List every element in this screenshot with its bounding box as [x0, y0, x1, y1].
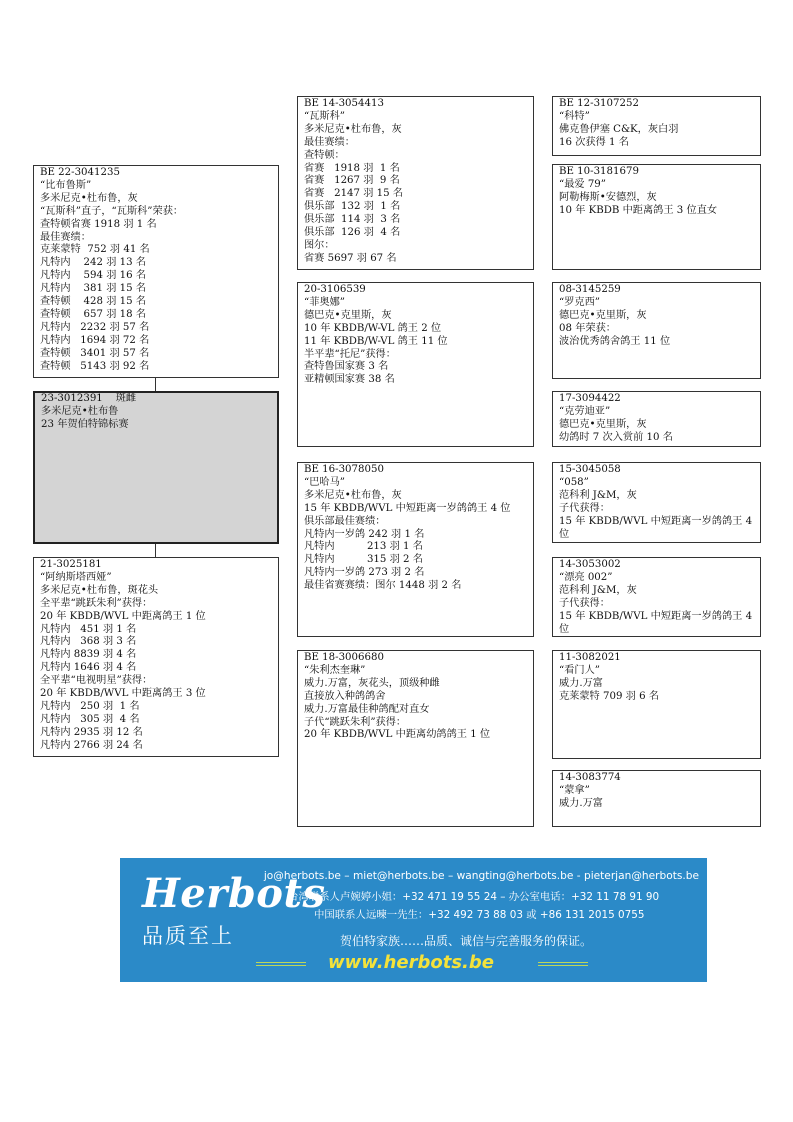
pedigree-line: 查特顿省赛 1918 羽 1 名	[40, 218, 157, 230]
pedigree-line: 15 年 KBDB/WVL 中短距离一岁鸽鸽王 4 位	[559, 610, 753, 635]
pedigree-line: 查特顿：	[304, 149, 345, 161]
pedigree-line: 半平辈“托尼”获得：	[304, 348, 396, 360]
pedigree-line: 21-3025181	[40, 559, 102, 570]
pedigree-line: 14-3083774	[559, 772, 621, 783]
pedigree-line: 最佳省赛赛绩：图尔 1448 羽 2 名	[304, 580, 462, 592]
pedigree-line: 图尔：	[304, 239, 335, 251]
pedigree-dam	[33, 557, 279, 757]
pedigree-line: 省赛 5697 羽 67 名	[304, 252, 397, 264]
pedigree-line: 凡特内 368 羽 3 名	[40, 636, 137, 648]
herbots-banner	[120, 858, 707, 982]
pedigree-line: 凡特内 1694 羽 72 名	[40, 334, 150, 346]
pedigree-line: 最佳赛绩：	[304, 136, 355, 148]
pedigree-line: 威力.万富最佳种鸽配对直女	[304, 703, 430, 715]
pedigree-line: BE 22-3041235	[40, 167, 120, 178]
pedigree-line: 20 年 KBDB/WVL 中距离鸽王 3 位	[40, 688, 206, 700]
pedigree-line: 凡特内 381 羽 15 名	[40, 283, 147, 295]
pedigree-line: 阿勒梅斯•安德烈，灰	[559, 191, 657, 203]
banner-taiwan-contact: 台湾联系人卢婉婷小姐：+32 471 19 55 24 – 办公室电话：+32 11 78 91 90	[288, 891, 660, 903]
pedigree-line: 凡特内一岁鸽 242 羽 1 名	[304, 528, 425, 540]
pedigree-line: 凡特内 250 羽 1 名	[40, 700, 140, 712]
connector-subject-dam	[155, 544, 156, 557]
pedigree-line: 克莱蒙特 752 羽 41 名	[40, 244, 150, 256]
banner-slogan: 品质至上	[142, 924, 234, 948]
pedigree-dds	[552, 650, 761, 759]
pedigree-line: 克莱蒙特 709 羽 6 名	[559, 690, 660, 702]
pedigree-line: 子代获得：	[559, 502, 610, 514]
pedigree-line: 全平辈“跳跃朱利”获得：	[40, 597, 153, 609]
banner-website-link[interactable]: www.herbots.be	[328, 952, 494, 973]
pedigree-sdd	[552, 391, 761, 447]
pedigree-line: 17-3094422	[559, 393, 621, 404]
pedigree-sire-dam	[297, 282, 534, 447]
banner-emails[interactable]: jo@herbots.be – miet@herbots.be – wangting@herbots.be - pieterjan@herbots.be	[263, 870, 699, 882]
pedigree-line: 威力.万富，灰花头，顶级种雌	[304, 677, 440, 689]
pedigree-line: 多米尼克•杜布鲁，灰	[304, 489, 402, 501]
pedigree-line: 凡特内 2935 羽 12 名	[40, 726, 143, 738]
pedigree-line: 威力.万富	[559, 677, 603, 689]
pedigree-line: “比布鲁斯”	[40, 179, 92, 191]
pedigree-line: 凡特内 305 羽 4 名	[40, 713, 140, 725]
pedigree-dam-sire	[297, 462, 534, 637]
pedigree-line: “蒙拿”	[559, 784, 590, 796]
pedigree-line: 08-3145259	[559, 284, 621, 295]
pedigree-line: 多米尼克•杜布鲁，灰	[304, 123, 402, 135]
pedigree-line: 查特鲁国家赛 3 名	[304, 361, 389, 373]
pedigree-line: 查特顿 5143 羽 92 名	[40, 360, 150, 372]
pedigree-line: 11 年 KBDB/W-VL 鸽王 11 位	[304, 335, 448, 347]
pedigree-line: 23 年贺伯特锦标赛	[41, 418, 129, 430]
pedigree-line: “巴哈马”	[304, 476, 345, 488]
pedigree-line: 凡特内 242 羽 13 名	[40, 257, 147, 269]
pedigree-line: 10 年 KBDB/W-VL 鸽王 2 位	[304, 322, 442, 334]
pedigree-line: 范科利 J&M，灰	[559, 489, 637, 501]
connector-sire-subject	[155, 378, 156, 391]
pedigree-line: “克劳迪亚”	[559, 405, 611, 417]
pedigree-line: 佛克鲁伊塞 C&K，灰白羽	[559, 123, 679, 135]
pedigree-subject	[33, 391, 279, 544]
pedigree-ddd	[552, 770, 761, 827]
pedigree-line: BE 16-3078050	[304, 464, 384, 475]
pedigree-line: 直接放入种鸽鸽舍	[304, 690, 386, 702]
pedigree-line: 凡特内 1646 羽 4 名	[40, 662, 137, 674]
pedigree-line: 08 年荣获：	[559, 322, 616, 334]
pedigree-line: 省赛 1918 羽 1 名	[304, 162, 400, 174]
pedigree-line: 查特顿 657 羽 18 名	[40, 308, 147, 320]
pedigree-line: 凡特内 594 羽 16 名	[40, 270, 147, 282]
pedigree-line: 凡特内 315 羽 2 名	[304, 554, 423, 566]
pedigree-line: “科特”	[559, 110, 590, 122]
pedigree-line: 全平辈“电视明星”获得：	[40, 675, 153, 687]
pedigree-line: 14-3053002	[559, 559, 621, 570]
pedigree-line: 子代获得：	[559, 597, 610, 609]
pedigree-line: 15 年 KBDB/WVL 中短距离一岁鸽鸽王 4 位	[559, 515, 753, 540]
pedigree-line: 德巴克•克里斯，灰	[559, 309, 647, 321]
pedigree-line: 凡特内一岁鸽 273 羽 2 名	[304, 567, 425, 579]
pedigree-ssd	[552, 164, 761, 270]
pedigree-line: 凡特内 213 羽 1 名	[304, 541, 423, 553]
pedigree-line: 16 次获得 1 名	[559, 136, 629, 148]
pedigree-line: BE 12-3107252	[559, 98, 639, 109]
pedigree-line: 凡特内 8839 羽 4 名	[40, 649, 137, 661]
pedigree-line: BE 18-3006680	[304, 652, 384, 663]
pedigree-line: 德巴克•克里斯，灰	[304, 309, 392, 321]
pedigree-sire	[33, 165, 279, 378]
pedigree-line: 幼鸽时 7 次入赏前 10 名	[559, 431, 673, 443]
banner-tagline: 贺伯特家族……品质、诚信与完善服务的保证。	[340, 934, 593, 948]
pedigree-line: 子代“跳跃朱利”获得：	[304, 716, 407, 728]
banner-rule-right	[538, 962, 588, 966]
pedigree-line: BE 10-3181679	[559, 166, 639, 177]
pedigree-line: 15 年 KBDB/WVL 中短距离一岁鸽鸽王 4 位	[304, 502, 511, 514]
pedigree-line: 凡特内 451 羽 1 名	[40, 623, 137, 635]
pedigree-line: 范科利 J&M，灰	[559, 584, 637, 596]
pedigree-line: 俱乐部最佳赛绩：	[304, 515, 386, 527]
pedigree-line: 俱乐部 126 羽 4 名	[304, 227, 401, 239]
pedigree-line: 俱乐部 132 羽 1 名	[304, 201, 401, 213]
pedigree-line: 20 年 KBDB/WVL 中距离幼鸽鸽王 1 位	[304, 729, 491, 741]
pedigree-line: 亚精顿国家赛 38 名	[304, 374, 395, 386]
pedigree-line: 省赛 2147 羽 15 名	[304, 188, 404, 200]
pedigree-line: 凡特内 2232 羽 57 名	[40, 321, 150, 333]
pedigree-line: 查特顿 3401 羽 57 名	[40, 347, 150, 359]
pedigree-line: 多米尼克•杜布鲁，斑花头	[40, 584, 159, 596]
pedigree-line: 多米尼克•杜布鲁	[41, 405, 119, 417]
pedigree-dss	[552, 462, 761, 543]
pedigree-line: “罗克西”	[559, 296, 600, 308]
pedigree-line: “瓦斯科”	[304, 110, 345, 122]
pedigree-line: 23-3012391 斑雌	[41, 393, 137, 404]
pedigree-line: 20 年 KBDB/WVL 中距离鸽王 1 位	[40, 610, 206, 622]
pedigree-line: “瓦斯科”直子，“瓦斯科”荣获：	[40, 205, 184, 217]
pedigree-line: “阿纳斯塔西娅”	[40, 571, 112, 583]
pedigree-line: 威力.万富	[559, 797, 603, 809]
pedigree-line: 多米尼克•杜布鲁，灰	[40, 192, 138, 204]
banner-china-contact: 中国联系人远暕一先生：+32 492 73 88 03 或 +86 131 2015 0755	[314, 909, 645, 921]
pedigree-line: 20-3106539	[304, 284, 366, 295]
pedigree-line: 最佳赛绩：	[40, 231, 91, 243]
pedigree-line: “058”	[559, 476, 589, 488]
pedigree-dsd	[552, 557, 761, 637]
herbots-logo: Herbots	[142, 870, 326, 917]
pedigree-line: 查特顿 428 羽 15 名	[40, 296, 147, 308]
pedigree-line: “看门人”	[559, 664, 600, 676]
pedigree-sss	[552, 96, 761, 156]
pedigree-line: 11-3082021	[559, 652, 621, 663]
pedigree-line: 10 年 KBDB 中距离鸽王 3 位直女	[559, 204, 718, 216]
pedigree-line: 俱乐部 114 羽 3 名	[304, 214, 401, 226]
pedigree-line: 波治优秀鸽舍鸽王 11 位	[559, 335, 671, 347]
pedigree-line: “菲奥娜”	[304, 296, 345, 308]
pedigree-line: “漂亮 002”	[559, 571, 613, 583]
pedigree-line: 15-3045058	[559, 464, 621, 475]
pedigree-sire-sire	[297, 96, 534, 270]
pedigree-line: “朱利杰奎琳”	[304, 664, 366, 676]
pedigree-line: “最爱 79”	[559, 178, 606, 190]
pedigree-line: 省赛 1267 羽 9 名	[304, 175, 400, 187]
pedigree-dam-dam	[297, 650, 534, 827]
banner-rule-left	[256, 962, 306, 966]
pedigree-line: 德巴克•克里斯，灰	[559, 418, 647, 430]
pedigree-sds	[552, 282, 761, 379]
pedigree-line: 凡特内 2766 羽 24 名	[40, 739, 143, 751]
pedigree-line: BE 14-3054413	[304, 98, 384, 109]
